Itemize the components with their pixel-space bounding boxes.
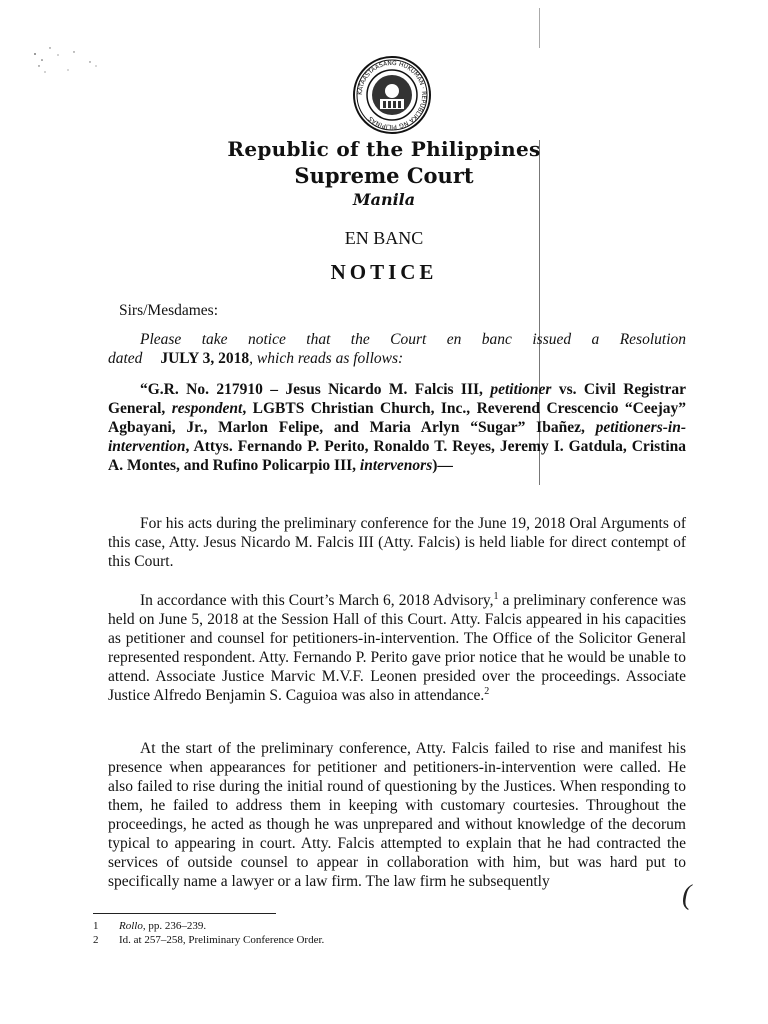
resolution-date: JULY 3, 2018 (160, 350, 250, 367)
body-paragraph (108, 591, 686, 705)
footnote-ref: 2 (484, 685, 490, 697)
city-heading: Manila (352, 190, 416, 209)
notice-title: NOTICE (330, 260, 438, 284)
body-paragraph: For his acts during the preliminary conference for the June 19, 2018 Oral Arguments of this case, Atty. Jesus Nicardo M. Falcis III (Atty. Falcis) is held liable for direct contempt of this Court. (108, 515, 686, 570)
footnote-text: , pp. 236–239. (142, 920, 207, 932)
supreme-court-heading: Supreme Court (294, 163, 474, 188)
footnote-divider (93, 913, 276, 914)
case-text: , LGBTS Christian Church, Inc., Reverend Crescencio “Ceejay” Agbayani, Jr., Marlon Felipe, and Maria Arlyn “Sugar” Ibañez, (108, 400, 687, 436)
footnote-ref: 1 (493, 590, 499, 602)
footnote (93, 920, 206, 932)
paragraph-text: a preliminary conference was held on June 5, 2018 at the Session Hall of this Court. Atty. Falcis appeared in his capacities as petitioner and counsel for petitioners-in-intervention. The Office of the Solicitor General represented respondent. Atty. Fernando P. Perito gave prior notice that he would be unable to attend. Associate Justice Marvic M.V.F. Leonen presided over the proceedings. Associate Justice Alfredo Benjamin S. Caguioa was also in attendance. (108, 592, 686, 704)
intro-text: issued a Resolution dated (108, 331, 686, 367)
case-text: , Attys. Fernando P. Perito, Ronaldo T. Reyes, Jeremy I. Gatdula, Cristina A. Montes, and Rufino Policarpio III, (108, 438, 686, 474)
republic-heading: Republic of the Philippines (227, 137, 541, 161)
case-role: petitioner (490, 381, 552, 398)
intro-paragraph (108, 330, 686, 368)
case-role: intervenors (359, 457, 433, 474)
footnote-text: Id. at 257–258, Preliminary Conference Order. (119, 934, 325, 946)
division-label: EN BANC (344, 228, 424, 248)
case-role: petitioners-in-intervention (108, 419, 686, 455)
footnote-text: Rollo (119, 920, 143, 932)
paragraph-text: In accordance with this Court’s March 6, 2018 Advisory, (140, 592, 494, 609)
svg-text:KATAASTAASANG HUKUMAN · REPUBL: KATAASTAASANG HUKUMAN · REPUBLIKA NG PILIPINAS (356, 59, 428, 131)
salutation: Sirs/Mesdames: (119, 302, 219, 319)
scan-line (539, 8, 540, 48)
supreme-court-seal-icon (352, 55, 432, 135)
case-role: respondent (171, 400, 243, 417)
intro-text: , which reads as follows: (249, 350, 404, 367)
body-paragraph: At the start of the preliminary conference, Atty. Falcis failed to rise and manifest his presence when appearances for petitioner and petitioners-in-intervention were called. He also failed to rise during the initial round of questioning by the Justices. When responding to them, he failed to address them in keeping with customary courtesies. Throughout the proceedings, he acted as though he was unprepared and without knowledge of the decorum typical to appearing in court. Atty. Falcis attempted to explain that he had contracted the services of outside counsel to appear in collaboration with him, but was hard put to specifically name a lawyer or a law firm. The law firm he subsequently (108, 740, 686, 890)
footnote (93, 934, 324, 946)
footnote-number: 2 (93, 934, 99, 946)
case-text: vs. Civil Registrar General, (108, 381, 687, 417)
scan-specks (30, 40, 110, 80)
footnote-number: 1 (93, 920, 99, 932)
case-caption (108, 380, 686, 475)
intro-text: Please take notice that the Court (140, 331, 427, 348)
intro-en-banc: en banc (446, 331, 512, 348)
case-text: )— (432, 457, 453, 474)
handwritten-initial-mark: ( (682, 880, 692, 911)
case-text: “G.R. No. 217910 – Jesus Nicardo M. Falcis III, (140, 381, 483, 398)
